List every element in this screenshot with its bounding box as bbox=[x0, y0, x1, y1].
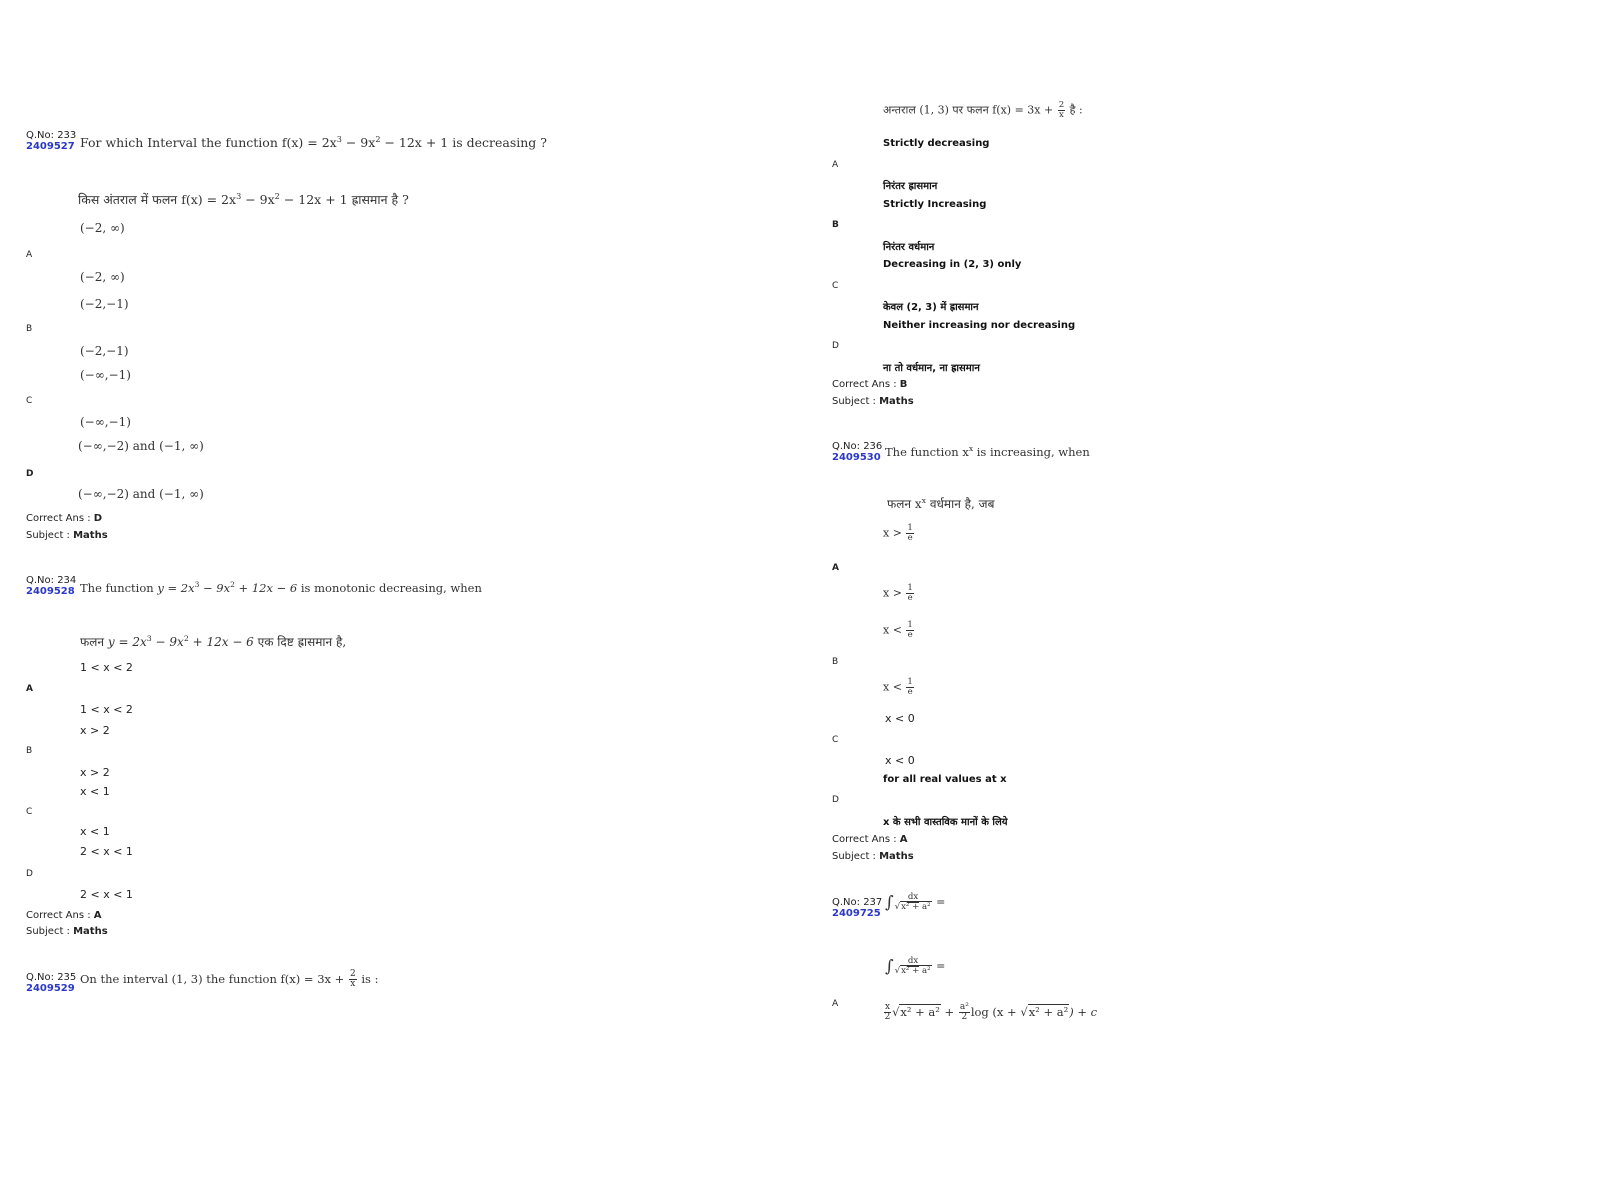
option-letter: A bbox=[26, 250, 33, 260]
option-letter: C bbox=[832, 281, 839, 291]
option-text-hi: (−2, ∞) bbox=[80, 270, 125, 284]
option-text-hi: 2 < x < 1 bbox=[80, 888, 133, 901]
option-text-en: x < 1 bbox=[80, 785, 110, 798]
option-text-en: x > $\frac{1}{e}$ bbox=[883, 523, 913, 543]
correct-answer: Correct Ans : B bbox=[832, 379, 908, 390]
fraction: $\frac{2}{x}$ bbox=[349, 969, 356, 990]
option-text-hi: ना तो वर्धमान, ना ह्रासमान bbox=[883, 363, 980, 374]
question-text-hi: फलन $y = 2x^3 - 9x^2 + 12x - 6$ एक दिष्ट ह्रासमान है, bbox=[80, 634, 347, 649]
question-text-en: For which Interval the function $f(x) = 2x^3 - 9x^2 - 12x + 1$ is decreasing ? bbox=[80, 134, 547, 151]
fraction: $\frac{dx}{\text{√x² + a²}}$ bbox=[894, 892, 931, 912]
question-id: 2409527 bbox=[26, 141, 75, 152]
option-letter-correct: D bbox=[26, 469, 34, 479]
question-id: 2409528 bbox=[26, 586, 75, 597]
correct-answer: Correct Ans : D bbox=[26, 513, 103, 524]
option-text-en: x < 0 bbox=[885, 712, 915, 725]
correct-answer: Correct Ans : A bbox=[26, 910, 102, 921]
subject: Subject : Maths bbox=[26, 926, 108, 937]
option-text-hi: (−2,−1) bbox=[80, 344, 129, 358]
option-letter: C bbox=[26, 807, 33, 817]
fraction: $\frac{1}{e}$ bbox=[907, 620, 913, 640]
question-id: 2409530 bbox=[832, 452, 881, 463]
subject: Subject : Maths bbox=[26, 530, 108, 541]
option-text-en: 1 < x < 2 bbox=[80, 661, 133, 674]
option-letter: B bbox=[26, 324, 33, 334]
option-text-hi: x < 0 bbox=[885, 754, 915, 767]
question-number: Q.No: 235 bbox=[26, 972, 77, 983]
option-text-hi: केवल (2, 3) में ह्रासमान bbox=[883, 302, 979, 313]
option-text-en: x > 2 bbox=[80, 724, 110, 737]
question-number: Q.No: 236 bbox=[832, 441, 883, 452]
option-text-en: (−2, ∞) bbox=[80, 221, 125, 235]
option-text-hi: x > $\frac{1}{e}$ bbox=[883, 583, 913, 603]
question-text-hi: ∫ $\frac{dx}{\text{√x² + a²}}$ = bbox=[885, 956, 946, 976]
option-text-hi: x < 1 bbox=[80, 825, 110, 838]
option-letter: C bbox=[832, 735, 839, 745]
fraction: $\frac{1}{e}$ bbox=[907, 523, 913, 543]
option-letter: A bbox=[832, 160, 839, 170]
option-text-hi: (−∞,−1) bbox=[80, 415, 131, 429]
question-number: Q.No: 234 bbox=[26, 575, 77, 586]
question-number: Q.No: 233 bbox=[26, 130, 77, 141]
question-text-hi: अन्तराल (1, 3) पर फलन f(x) = 3x + $\frac{2}{x}$ है : bbox=[883, 100, 1083, 120]
subject: Subject : Maths bbox=[832, 851, 914, 862]
option-letter: B bbox=[26, 746, 33, 756]
option-text-hi: निरंतर ह्रासमान bbox=[883, 181, 938, 192]
question-text-en: The function $y = 2x^3 - 9x^2 + 12x - 6$ is monotonic decreasing, when bbox=[80, 580, 482, 595]
option-text-en: $\frac{x}{2}$ √x² + a² + $\frac{\text{a²}}{2}$ log (x + √x² + a²) + c bbox=[884, 1002, 1098, 1023]
fraction: $\frac{1}{e}$ bbox=[907, 677, 913, 697]
option-text-en: (−∞,−1) bbox=[80, 368, 131, 382]
fraction: $\frac{1}{e}$ bbox=[907, 583, 913, 603]
fraction: $\frac{x}{2}$ bbox=[884, 1002, 891, 1023]
option-text-hi: निरंतर वर्धमान bbox=[883, 242, 935, 253]
option-letter: D bbox=[832, 795, 839, 805]
correct-answer: Correct Ans : A bbox=[832, 834, 908, 845]
question-text-hi: किस अंतराल में फलन $f(x) = 2x^3 - 9x^2 - 12x + 1$ ह्रासमान है ? bbox=[78, 191, 409, 208]
option-letter: D bbox=[26, 869, 33, 879]
option-text-en: Strictly Increasing bbox=[883, 199, 987, 210]
option-text-en: x < $\frac{1}{e}$ bbox=[883, 620, 913, 640]
fraction: $\frac{dx}{\text{√x² + a²}}$ bbox=[894, 956, 931, 976]
question-id: 2409725 bbox=[832, 908, 881, 919]
question-text-en: On the interval (1, 3) the function f(x) = 3x + $\frac{2}{x}$ is : bbox=[80, 969, 379, 990]
option-letter: D bbox=[832, 341, 839, 351]
fraction: $\frac{2}{x}$ bbox=[1058, 100, 1065, 120]
option-text-hi: 1 < x < 2 bbox=[80, 703, 133, 716]
option-text-en: Strictly decreasing bbox=[883, 138, 990, 149]
option-text-en: Neither increasing nor decreasing bbox=[883, 320, 1076, 331]
option-letter: B bbox=[832, 657, 839, 667]
subject: Subject : Maths bbox=[832, 396, 914, 407]
option-text-en: for all real values at x bbox=[883, 774, 1007, 785]
option-letter-correct: B bbox=[832, 220, 839, 230]
option-letter-correct: A bbox=[832, 563, 839, 573]
question-text-en: ∫ $\frac{dx}{\text{√x² + a²}}$ = bbox=[885, 892, 946, 912]
question-text-hi: फलन $x^x$ वर्धमान है, जब bbox=[887, 496, 995, 511]
option-text-en: Decreasing in (2, 3) only bbox=[883, 259, 1022, 270]
option-text-hi: x के सभी वास्तविक मानों के लिये bbox=[883, 817, 1008, 828]
option-text-hi: x < $\frac{1}{e}$ bbox=[883, 677, 913, 697]
option-text-hi: (−∞,−2) and (−1, ∞) bbox=[78, 487, 204, 501]
option-text-hi: x > 2 bbox=[80, 766, 110, 779]
question-number: Q.No: 237 bbox=[832, 897, 883, 908]
option-letter: C bbox=[26, 396, 33, 406]
option-letter: A bbox=[832, 999, 839, 1009]
option-letter-correct: A bbox=[26, 684, 33, 694]
question-id: 2409529 bbox=[26, 983, 75, 994]
question-text-en: The function $x^x$ is increasing, when bbox=[885, 444, 1090, 459]
fraction: $\frac{\text{a²}}{2}$ bbox=[959, 1002, 969, 1023]
option-text-en: (−∞,−2) and (−1, ∞) bbox=[78, 439, 204, 453]
option-text-en: 2 < x < 1 bbox=[80, 845, 133, 858]
option-text-en: (−2,−1) bbox=[80, 297, 129, 311]
